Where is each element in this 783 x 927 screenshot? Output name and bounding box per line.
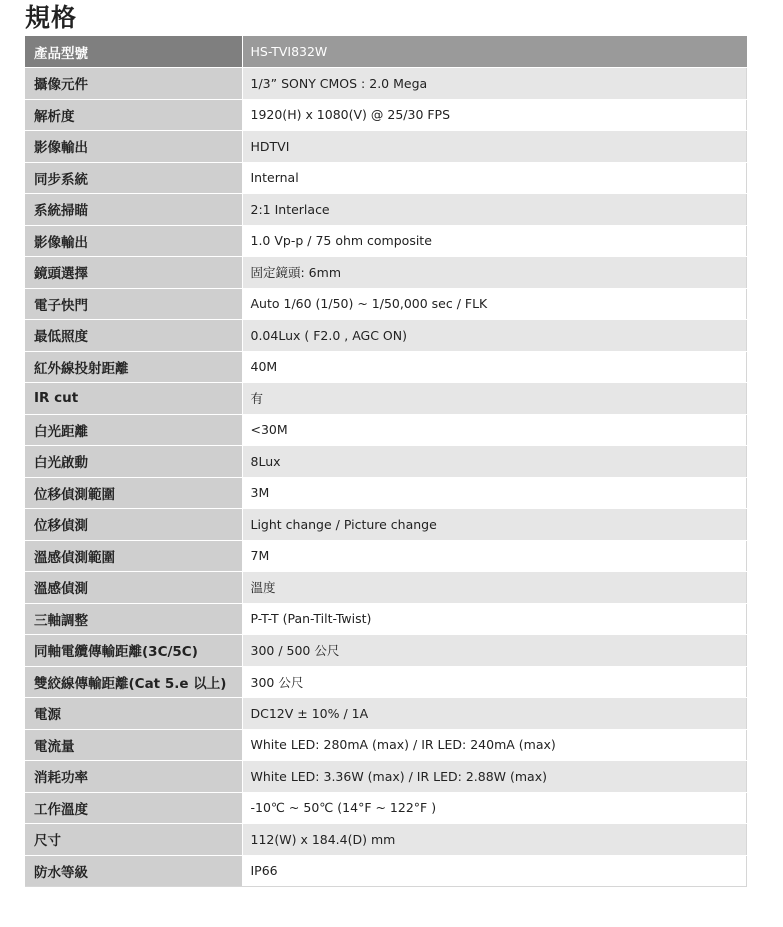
table-row [25, 131, 747, 163]
spec-value: 8Lux [242, 446, 747, 478]
spec-label: 電子快門 [25, 288, 242, 320]
table-row [25, 603, 747, 635]
spec-label: 影像輸出 [25, 225, 242, 257]
spec-value: IP66 [242, 855, 747, 887]
table-row [25, 761, 747, 793]
spec-label: 最低照度 [25, 320, 242, 352]
spec-label: 同步系統 [25, 162, 242, 194]
spec-label: 位移偵測 [25, 509, 242, 541]
table-row [25, 99, 747, 131]
spec-label: 防水等級 [25, 855, 242, 887]
spec-label: 攝像元件 [25, 68, 242, 100]
table-row [25, 68, 747, 100]
spec-label: 系統掃瞄 [25, 194, 242, 226]
table-row [25, 257, 747, 289]
spec-label: 三軸調整 [25, 603, 242, 635]
spec-label: 消耗功率 [25, 761, 242, 793]
table-row [25, 666, 747, 698]
table-row [25, 446, 747, 478]
spec-label: 白光啟動 [25, 446, 242, 478]
spec-label: 白光距離 [25, 414, 242, 446]
spec-value: <30M [242, 414, 747, 446]
table-row [25, 540, 747, 572]
spec-label: 尺寸 [25, 824, 242, 856]
spec-value: 300 公尺 [242, 666, 747, 698]
spec-value: Internal [242, 162, 747, 194]
spec-value: 300 / 500 公尺 [242, 635, 747, 667]
table-row [25, 729, 747, 761]
spec-value: DC12V ± 10% / 1A [242, 698, 747, 730]
spec-label: 雙絞線傳輸距離(Cat 5.e 以上) [25, 666, 242, 698]
spec-value: White LED: 280mA (max) / IR LED: 240mA (max) [242, 729, 747, 761]
spec-value: HDTVI [242, 131, 747, 163]
spec-value: 溫度 [242, 572, 747, 604]
page-title: 規格 [25, 3, 78, 32]
table-row [25, 477, 747, 509]
spec-label: IR cut [25, 383, 242, 415]
spec-value: Auto 1/60 (1/50) ~ 1/50,000 sec / FLK [242, 288, 747, 320]
table-row [25, 162, 747, 194]
spec-value: 固定鏡頭: 6mm [242, 257, 747, 289]
table-row [25, 698, 747, 730]
table-row [25, 288, 747, 320]
spec-value: 7M [242, 540, 747, 572]
header-label: 產品型號 [25, 36, 242, 68]
spec-label: 電流量 [25, 729, 242, 761]
spec-label: 工作溫度 [25, 792, 242, 824]
spec-value: 3M [242, 477, 747, 509]
spec-value: 0.04Lux ( F2.0 , AGC ON) [242, 320, 747, 352]
spec-value: 2:1 Interlace [242, 194, 747, 226]
spec-label: 解析度 [25, 99, 242, 131]
spec-value: -10℃ ~ 50℃ (14°F ~ 122°F ) [242, 792, 747, 824]
table-row [25, 572, 747, 604]
table-row [25, 824, 747, 856]
spec-label: 同軸電纜傳輸距離(3C/5C) [25, 635, 242, 667]
table-row [25, 792, 747, 824]
table-header-row [25, 36, 747, 68]
spec-value: 1920(H) x 1080(V) @ 25/30 FPS [242, 99, 747, 131]
spec-value: White LED: 3.36W (max) / IR LED: 2.88W (max) [242, 761, 747, 793]
table-row [25, 351, 747, 383]
table-row [25, 855, 747, 887]
table-row [25, 509, 747, 541]
table-row [25, 194, 747, 226]
spec-label: 電源 [25, 698, 242, 730]
header-value: HS-TVI832W [242, 36, 747, 68]
spec-value: P-T-T (Pan-Tilt-Twist) [242, 603, 747, 635]
spec-table [25, 36, 747, 887]
table-row [25, 320, 747, 352]
spec-label: 溫感偵測 [25, 572, 242, 604]
spec-label: 溫感偵測範圍 [25, 540, 242, 572]
spec-value: 40M [242, 351, 747, 383]
table-row [25, 414, 747, 446]
spec-label: 影像輸出 [25, 131, 242, 163]
spec-label: 紅外線投射距離 [25, 351, 242, 383]
table-row [25, 225, 747, 257]
table-row [25, 635, 747, 667]
spec-value: 有 [242, 383, 747, 415]
spec-value: Light change / Picture change [242, 509, 747, 541]
spec-label: 鏡頭選擇 [25, 257, 242, 289]
table-row [25, 383, 747, 415]
spec-label: 位移偵測範圍 [25, 477, 242, 509]
spec-value: 112(W) x 184.4(D) mm [242, 824, 747, 856]
spec-value: 1.0 Vp-p / 75 ohm composite [242, 225, 747, 257]
spec-value: 1/3” SONY CMOS : 2.0 Mega [242, 68, 747, 100]
